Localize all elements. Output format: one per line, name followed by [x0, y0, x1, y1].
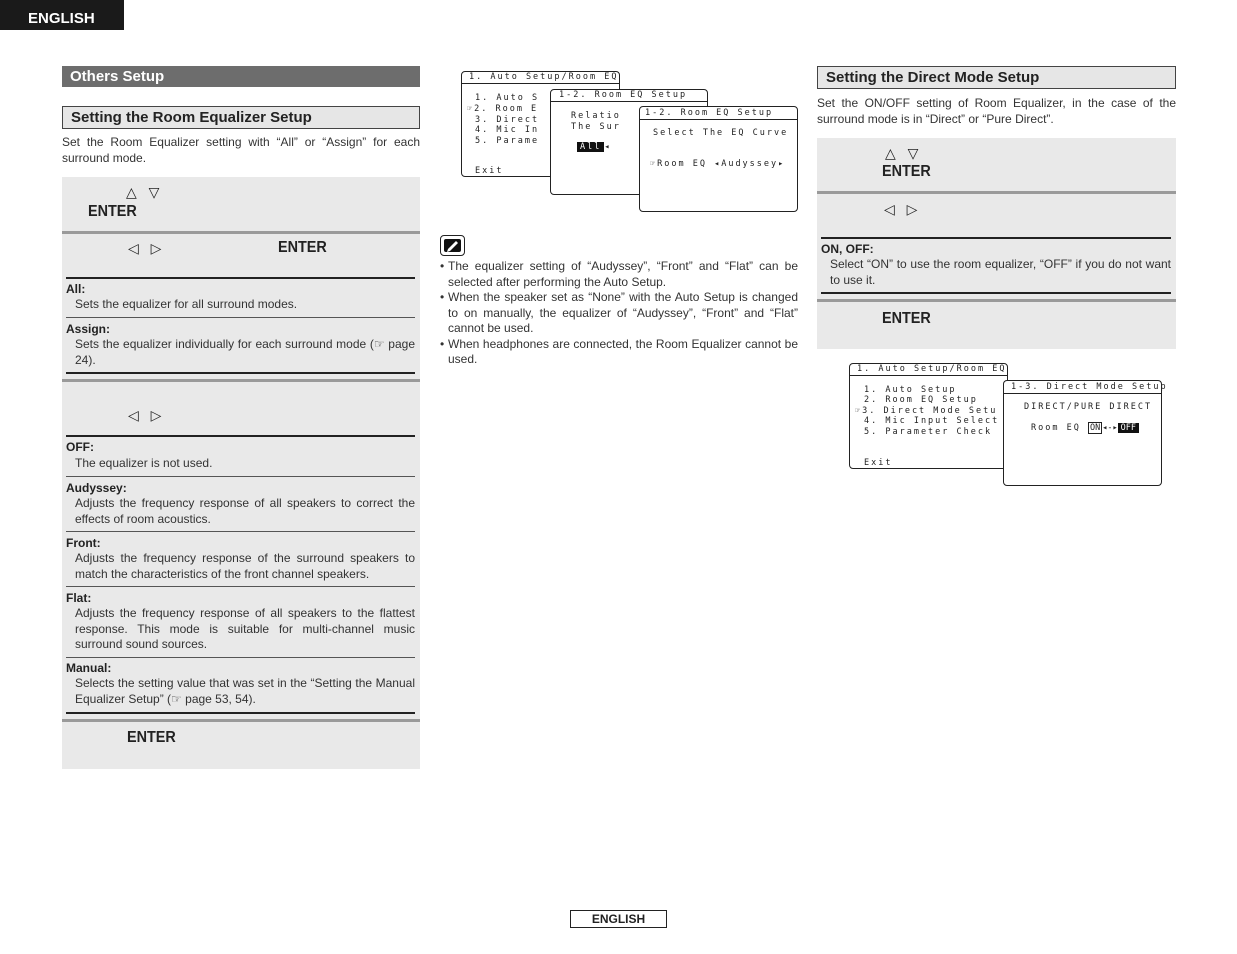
osd-title: 1-3. Direct Mode Setup [1011, 382, 1168, 392]
osd-menu-line: 3. Direct [475, 115, 540, 125]
step-3 [817, 302, 1176, 349]
step-2 [62, 234, 420, 379]
osd-room-eq-label: Room EQ [1031, 423, 1081, 433]
osd-direct-mode-setup [1003, 380, 1168, 486]
note-item: • When headphones are connected, the Room Equalizer cannot be used. [440, 336, 798, 366]
osd-room-eq-row [650, 159, 785, 169]
dash-separator: - [1107, 423, 1113, 433]
osd-room-eq-setup-2 [639, 106, 798, 212]
note-pencil-icon [440, 235, 465, 256]
enter-key-label: ENTER [278, 239, 327, 256]
option-desc-audyssey: Adjusts the frequency response of all speakers to correct the effects of room acoustics. [75, 496, 415, 526]
option-rule [66, 435, 415, 437]
option-desc-flat: Adjusts the frequency response of all speakers to the flattest response. This mode is suitable for multi-channel music surround sound sources. [75, 606, 415, 651]
option-desc-off: The equalizer is not used. [75, 456, 213, 470]
osd-room-eq-label: ☞Room EQ [650, 159, 707, 169]
step-1 [817, 138, 1176, 191]
osd-menu-line: 4. Mic Input Select [864, 416, 1000, 426]
step-3 [62, 382, 420, 719]
osd-menu-line: 1. Auto Setup [864, 385, 957, 395]
osd-line: Relatio [571, 111, 621, 121]
option-divider [66, 657, 415, 658]
osd-menu-line: 5. Parameter Check [864, 427, 993, 437]
option-divider [66, 476, 415, 477]
osd-title: 1. Auto Setup/Room EQ [469, 72, 619, 82]
option-desc-on-off: Select “ON” to use the room equalizer, “OFF” if you do not want to use it. [830, 257, 1171, 287]
osd-line: Select The EQ Curve [653, 128, 789, 138]
left-triangle-icon: ◂ [714, 159, 722, 169]
note-item: • The equalizer setting of “Audyssey”, “Front” and “Flat” can be selected after performing the Auto Setup. [440, 259, 798, 289]
osd-off-option: OFF [1118, 423, 1139, 433]
osd-exit: Exit [475, 166, 504, 176]
option-rule [821, 292, 1171, 294]
enter-key-label: ENTER [882, 310, 931, 327]
notes-list [440, 259, 798, 368]
enter-key-label: ENTER [127, 729, 176, 746]
osd-title: 1-2. Room EQ Setup [559, 90, 688, 100]
enter-key-label: ENTER [88, 203, 137, 220]
osd-auto-setup-menu [849, 363, 1008, 469]
osd-divider [1004, 393, 1161, 394]
option-rule [66, 372, 415, 374]
direct-mode-intro: Set the ON/OFF setting of Room Equalizer, in the case of the surround mode is in “Direct” or “Pure Direct”. [817, 96, 1176, 126]
osd-room-eq-row [1031, 423, 1139, 433]
option-title-all: All: [66, 282, 86, 296]
osd-divider [850, 375, 1007, 376]
left-triangle-icon: ◂ [604, 142, 612, 152]
osd-divider [462, 83, 619, 84]
option-title-off: OFF: [66, 440, 94, 454]
osd-menu-line: 2. Room EQ Setup [864, 395, 978, 405]
osd-divider [551, 101, 707, 102]
option-rule [821, 237, 1171, 239]
step-4 [62, 722, 420, 769]
up-down-arrow-icon: △ ▽ [885, 145, 923, 161]
enter-key-label: ENTER [882, 163, 931, 180]
osd-exit: Exit [864, 458, 893, 468]
option-title-assign: Assign: [66, 322, 111, 336]
osd-menu-line: ☞2. Room E [467, 104, 539, 114]
subsection-title-direct-mode: Setting the Direct Mode Setup [817, 66, 1176, 89]
osd-menu-line: 1. Auto S [475, 93, 540, 103]
osd-title: 1-2. Room EQ Setup [645, 108, 774, 118]
osd-menu-line: ☞3. Direct Mode Setu [855, 406, 998, 416]
option-title-front: Front: [66, 536, 101, 550]
osd-line: The Sur [571, 122, 621, 132]
option-divider [66, 317, 415, 318]
option-desc-manual: Selects the setting value that was set in the “Setting the Manual Equalizer Setup” (☞ page 53, 54). [75, 676, 415, 706]
left-right-arrow-icon: ◁ ▷ [884, 201, 922, 217]
osd-divider [640, 119, 797, 120]
option-title-audyssey: Audyssey: [66, 481, 127, 495]
option-title-flat: Flat: [66, 591, 92, 605]
right-triangle-icon: ▸ [778, 159, 786, 169]
option-desc-all: Sets the equalizer for all surround modes. [75, 297, 298, 311]
osd-menu-line: 4. Mic In [475, 125, 540, 135]
step-2 [817, 194, 1176, 299]
osd-menu-line: 5. Parame [475, 136, 540, 146]
osd-room-eq-value: Audyssey [721, 159, 779, 169]
subsection-title-room-eq: Setting the Room Equalizer Setup [62, 106, 420, 129]
osd-line: DIRECT/PURE DIRECT [1024, 402, 1153, 412]
right-triangle-icon: ▸ [1112, 423, 1118, 433]
room-eq-intro: Set the Room Equalizer setting with “All” or “Assign” for each surround mode. [62, 135, 420, 165]
footer-language-label: ENGLISH [570, 910, 667, 928]
language-tab: ENGLISH [0, 0, 124, 30]
note-item: • When the speaker set as “None” with the Auto Setup is changed to on manually, the equalizer of “Audyssey”, “Front” and “Flat” cannot be used. [440, 290, 798, 335]
left-right-arrow-icon: ◁ ▷ [128, 240, 166, 256]
left-triangle-icon: ◂ [1102, 423, 1108, 433]
left-right-arrow-icon: ◁ ▷ [128, 407, 166, 423]
option-desc-front: Adjusts the frequency response of the surround speakers to match the characteristics of the front channel speakers. [75, 551, 415, 581]
option-rule [66, 712, 415, 714]
section-title-others-setup: Others Setup [62, 66, 420, 87]
option-divider [66, 531, 415, 532]
up-down-arrow-icon: △ ▽ [126, 184, 164, 200]
option-rule [66, 277, 415, 279]
osd-highlight-all: All [577, 142, 604, 152]
option-divider [66, 586, 415, 587]
option-desc-assign: Sets the equalizer individually for each surround mode (☞ page 24). [75, 337, 415, 367]
option-title-manual: Manual: [66, 661, 112, 675]
step-1 [62, 177, 420, 231]
osd-on-option: ON [1089, 423, 1101, 433]
osd-selected-value [577, 142, 611, 152]
osd-title: 1. Auto Setup/Room EQ [857, 364, 1007, 374]
option-title-on-off: ON, OFF: [821, 242, 874, 256]
